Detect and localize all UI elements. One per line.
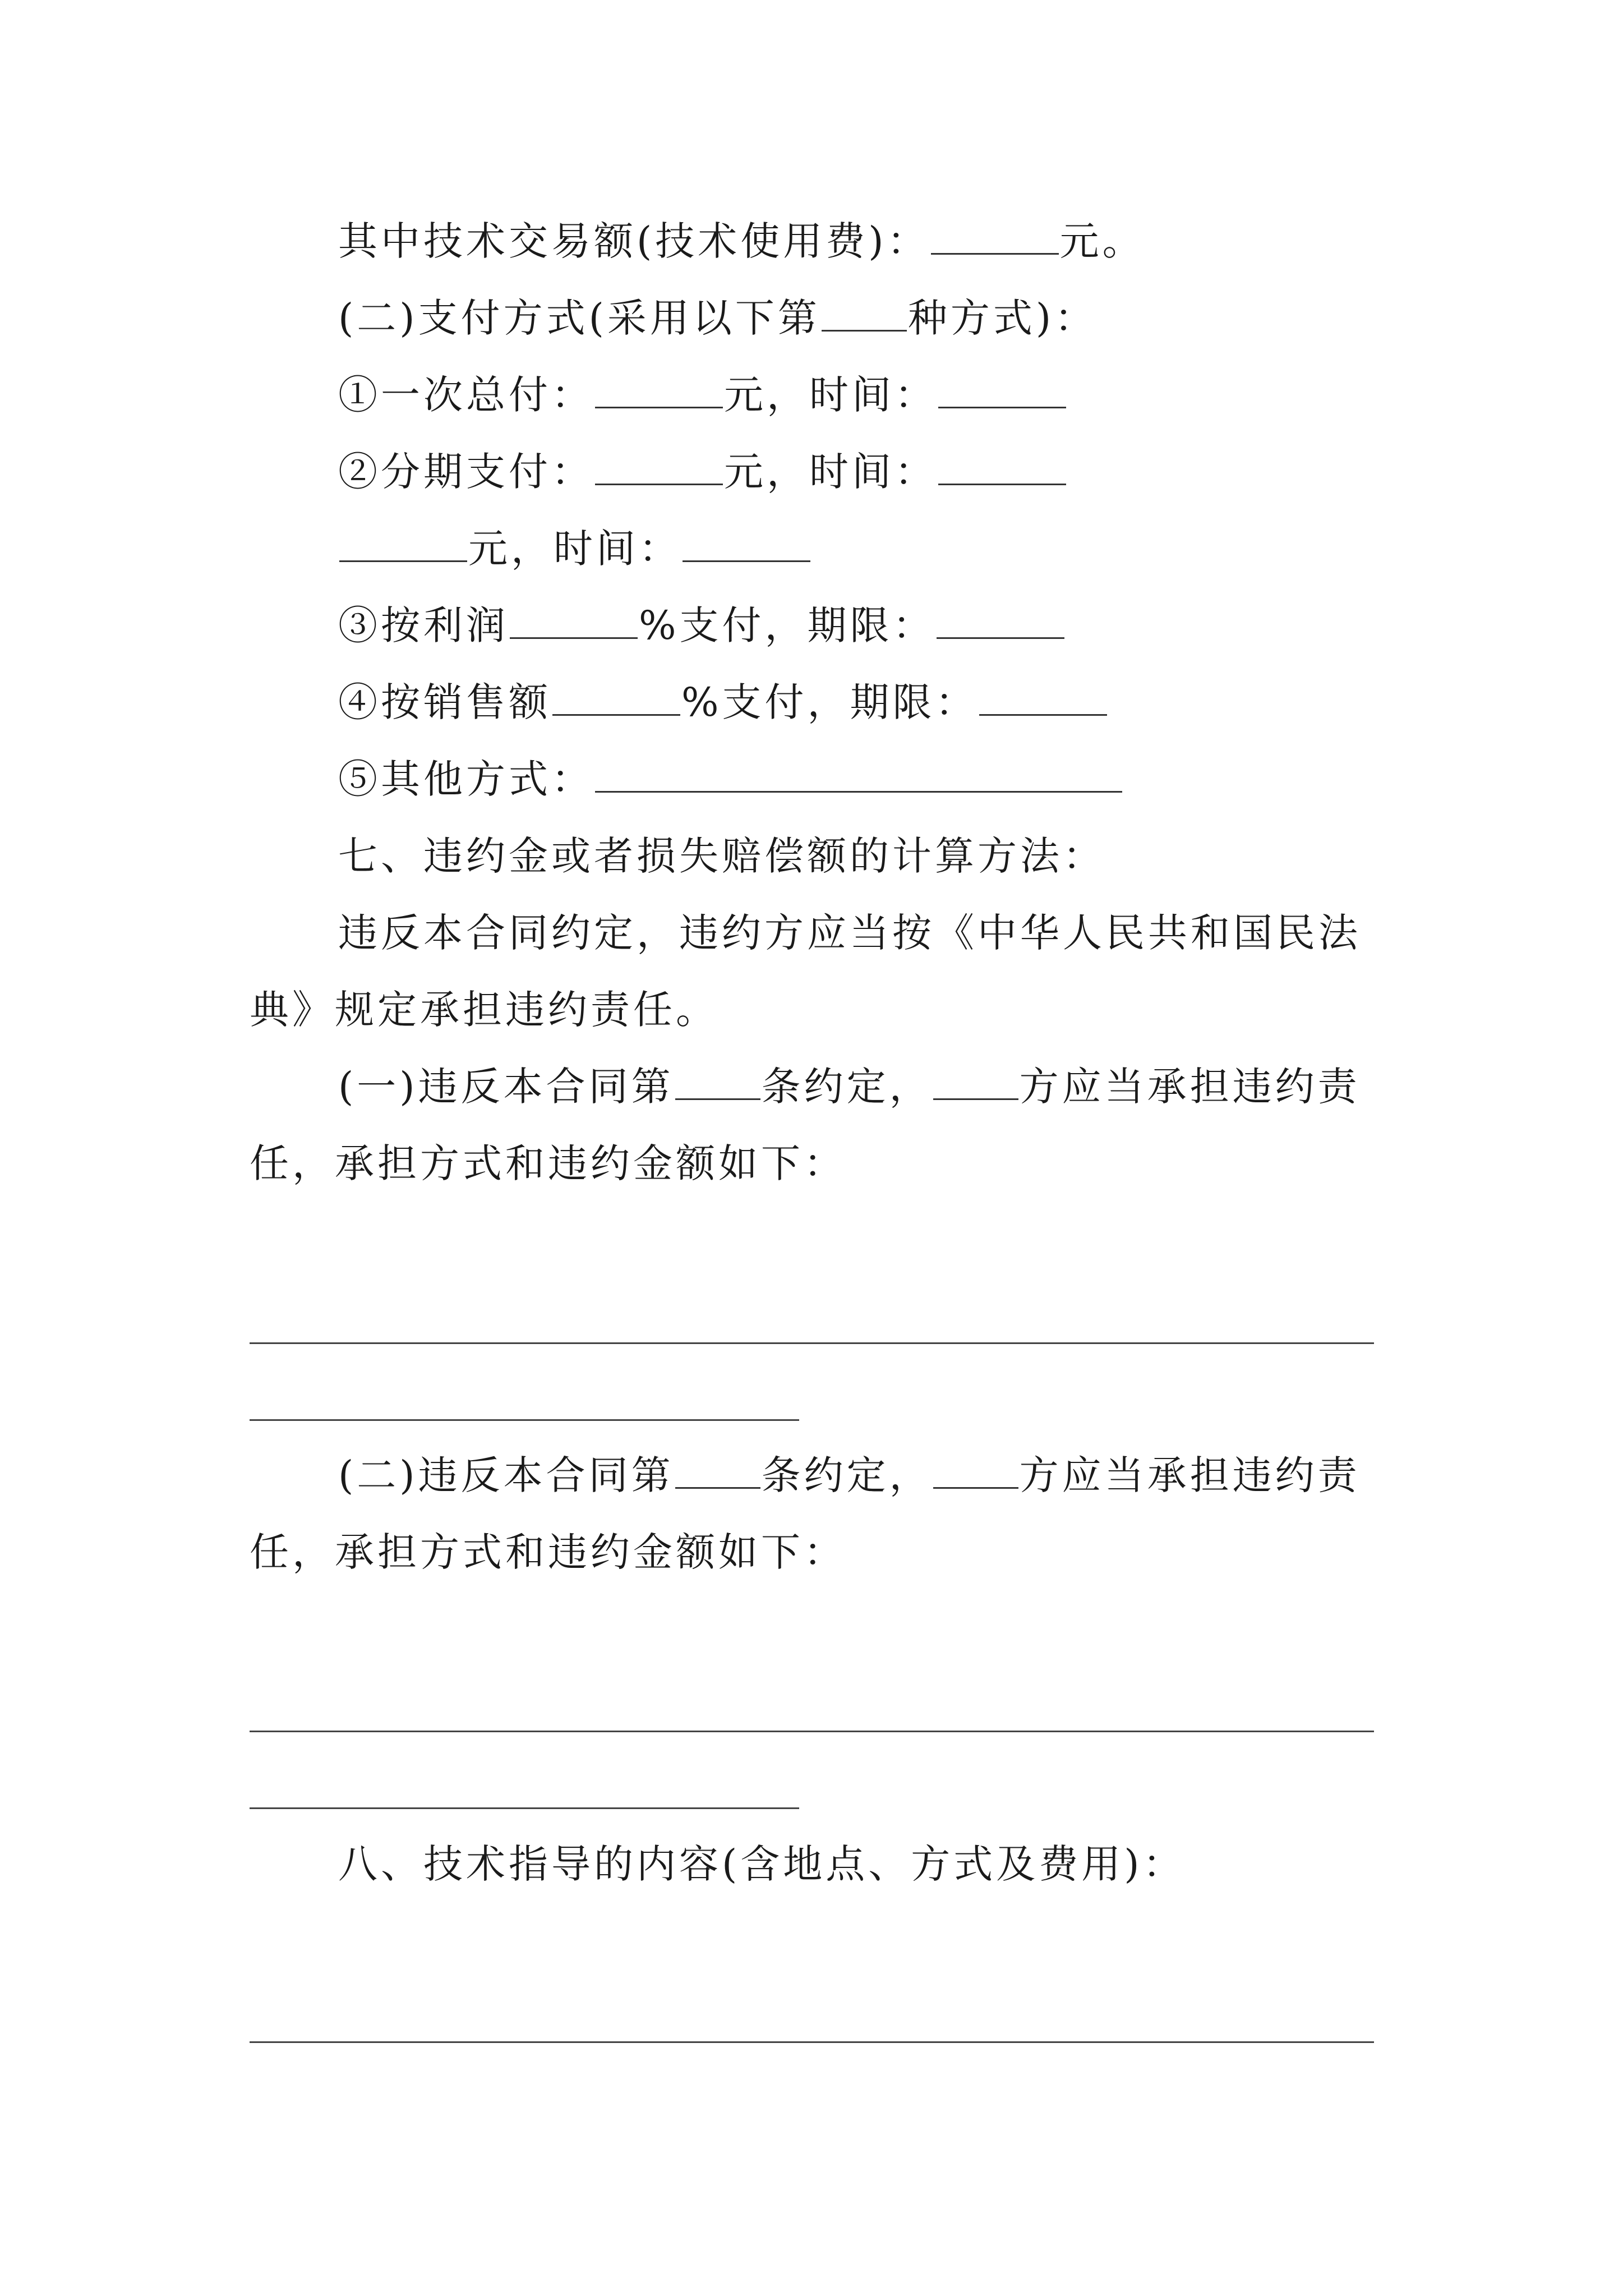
breach-clause-1-line-2	[250, 1138, 846, 1189]
installment-line	[338, 447, 1067, 497]
text: %支付，期限：	[681, 679, 978, 725]
text: 八、技术指导的内容(含地点、方式及费用)：	[338, 1841, 1186, 1887]
text: 条约定，	[761, 1064, 932, 1110]
party-blank-1[interactable]	[933, 1062, 1018, 1100]
text: (二)违反本合同第	[338, 1452, 674, 1498]
text: 方应当承担违约责	[1019, 1452, 1361, 1498]
method-number-blank[interactable]	[822, 294, 907, 332]
fill-line-1b[interactable]	[250, 1419, 799, 1421]
fill-line-3a[interactable]	[250, 2041, 1374, 2043]
profit-term-blank[interactable]	[937, 601, 1064, 639]
liability-paragraph-line-2	[250, 984, 718, 1035]
other-method-line	[338, 754, 1123, 804]
text: 元。	[1059, 218, 1145, 264]
text: 元，时间：	[724, 372, 937, 418]
installment-amount-2-blank[interactable]	[339, 524, 467, 562]
text: ③按利润	[338, 602, 509, 648]
liability-paragraph-line-1	[338, 908, 1361, 958]
breach-clause-2-line-1	[338, 1450, 1361, 1501]
text: ②分期支付：	[338, 449, 594, 495]
breach-clause-2-line-2	[250, 1527, 846, 1577]
text: 任，承担方式和违约金额如下：	[250, 1529, 846, 1575]
text: 元，时间：	[468, 526, 681, 572]
text: 违反本合同约定，违约方应当按《中华人民共和国民法	[338, 910, 1361, 956]
fill-line-1a[interactable]	[250, 1342, 1374, 1344]
installment-time-blank[interactable]	[938, 448, 1066, 485]
text: ⑤其他方式：	[338, 756, 594, 802]
text: 条约定，	[761, 1452, 932, 1498]
party-blank-2[interactable]	[933, 1451, 1018, 1489]
text: (一)违反本合同第	[338, 1064, 674, 1110]
text: 其中技术交易额(技术使用费)：	[338, 218, 930, 264]
other-method-blank[interactable]	[595, 755, 1122, 793]
fill-line-2a[interactable]	[250, 1731, 1374, 1732]
lump-sum-amount-blank[interactable]	[595, 371, 723, 408]
text: 方应当承担违约责	[1019, 1064, 1361, 1110]
installment-amount-blank[interactable]	[595, 448, 723, 485]
text: ①一次总付：	[338, 372, 594, 418]
text: %支付，期限：	[639, 602, 935, 648]
sales-percent-blank[interactable]	[552, 678, 680, 716]
fill-line-2b[interactable]	[250, 1807, 799, 1809]
clause-number-blank-2[interactable]	[675, 1451, 760, 1489]
sales-term-blank[interactable]	[979, 678, 1107, 716]
profit-percent-blank[interactable]	[510, 601, 638, 639]
text: 七、违约金或者损失赔偿额的计算方法：	[338, 833, 1105, 879]
technology-transaction-amount-line	[338, 216, 1145, 266]
profit-percentage-line	[338, 600, 1066, 651]
section-eight-heading	[338, 1839, 1186, 1889]
text: 任，承担方式和违约金额如下：	[250, 1140, 846, 1186]
lump-sum-line	[338, 370, 1067, 420]
section-seven-heading	[338, 831, 1105, 881]
installment-time-2-blank[interactable]	[683, 524, 810, 562]
text: 元，时间：	[724, 449, 937, 495]
text: ④按销售额	[338, 679, 551, 725]
breach-clause-1-line-1	[338, 1061, 1361, 1112]
text: 种方式)：	[907, 295, 1098, 341]
text: 典》规定承担违约责任。	[250, 987, 718, 1033]
text: (二)支付方式(采用以下第	[338, 295, 820, 341]
sales-percentage-line	[338, 677, 1108, 728]
clause-number-blank-1[interactable]	[675, 1062, 760, 1100]
amount-blank[interactable]	[931, 217, 1059, 255]
payment-method-line	[338, 293, 1097, 343]
lump-sum-time-blank[interactable]	[938, 371, 1066, 408]
installment-second-line	[338, 523, 811, 574]
